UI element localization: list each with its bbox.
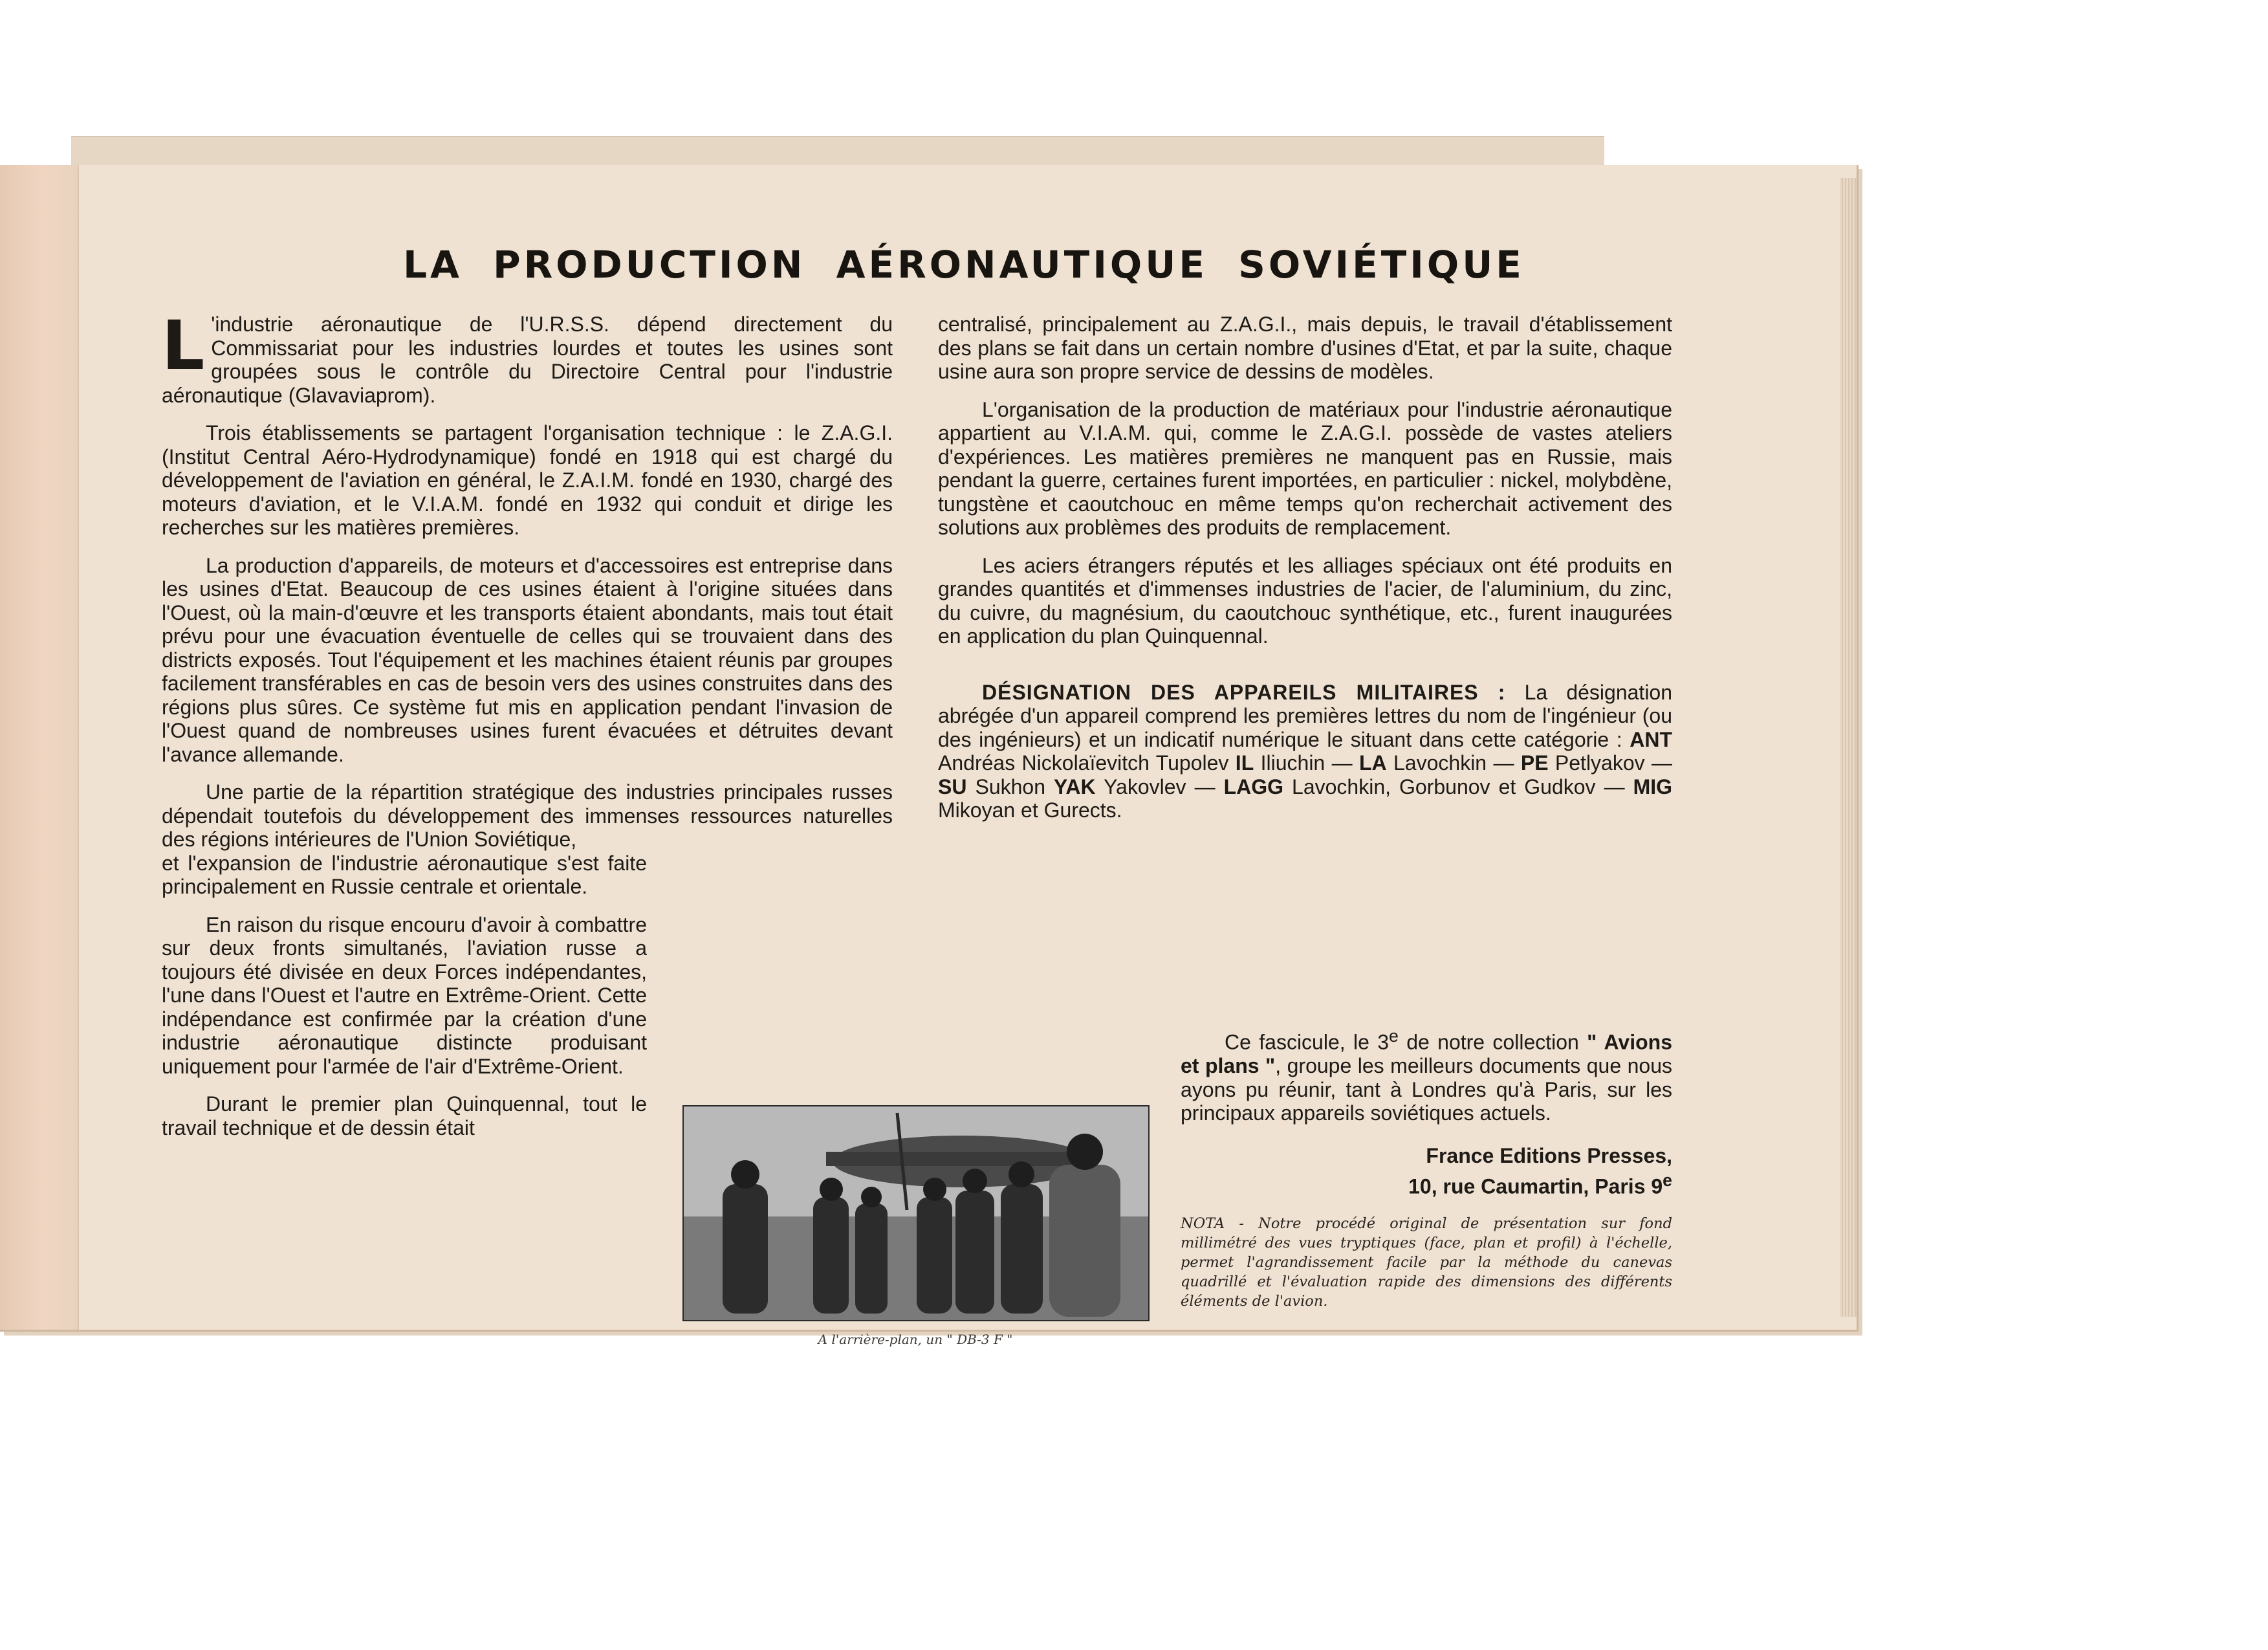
designation-heading: DÉSIGNATION DES APPAREILS MILITAIRES : xyxy=(982,680,1506,704)
photo-illustration xyxy=(684,1106,1148,1320)
photo-figure xyxy=(682,1105,1148,1347)
page-title: LA PRODUCTION AÉRONAUTIQUE SOVIÉTIQUE xyxy=(403,243,1525,287)
paragraph-designation: DÉSIGNATION DES APPAREILS MILITAIRES : La désignation abrégée d'un appareil comprend les premières lettres du nom de l'ingénieur (ou des ingénieurs) et un indicatif numérique le situant dans cette catégorie : ANT Andréas Nickolaïevitch Tupolev IL Iliuchin — LA Lavochkin — PE Petlyakov — SU Sukhon YAK Yakovlev — LAGG Lavochkin, Gorbunov et Gudkov — MIG Mikoyan et Gurects. xyxy=(938,680,1673,822)
aircrew-photo xyxy=(682,1105,1150,1321)
paragraph-fascicule: Ce fascicule, le 3e de notre collection " Avions et plans ", groupe les meilleurs documents que nous ayons pu réunir, tant à Londres qu'à Paris, sur les principaux appareils soviétiques actuels. xyxy=(1181,1026,1673,1125)
booklet-spine xyxy=(0,165,79,1330)
page-content xyxy=(162,243,1675,1347)
page-edges xyxy=(1840,178,1857,1317)
photo-caption: A l'arrière-plan, un " DB-3 F " xyxy=(818,1332,1013,1347)
publisher-name: France Editions Presses, xyxy=(1426,1143,1672,1167)
paragraph-centralise: centralisé, principalement au Z.A.G.I., mais depuis, le travail d'établissement des plans se fait dans un certain nombre d'usines d'Etat, et par la suite, chaque usine aura son propre service de dessins de modèles. xyxy=(938,313,1672,383)
paragraph-two-fronts: En raison du risque encouru d'avoir à combattre sur deux fronts simultanés, l'aviation russe a toujours été divisée en deux Forces indépendantes, l'une dans l'Ouest et l'autre en Extrême-Orient. Cette indépendance est confirmée par la création d'une industrie aéronautique distincte produisant uniquement pour l'armée de l'air d'Extrême-Orient. xyxy=(162,912,647,1078)
text-columns xyxy=(162,306,1675,1347)
publisher-address: 10, rue Caumartin, Paris 9e xyxy=(1408,1170,1672,1198)
intro-paragraph: L 'industrie aéronautique de l'U.R.S.S. dépend directement du Commissariat pour les industries lourdes et toutes les usines sont groupées sous le contrôle du Directoire Central pour l'industrie aéronautique (Glavaviaprom). xyxy=(162,306,893,407)
right-lower-block xyxy=(1181,1024,1672,1311)
publisher-block xyxy=(1181,1143,1672,1199)
drop-cap: L xyxy=(162,306,205,385)
narrow-text-block xyxy=(162,852,647,1140)
left-column xyxy=(162,306,893,1154)
nota-note: NOTA - Notre procédé original de présentation sur fond millimétré des vues tryptiques (face, plan et profil) à l'échelle, permet l'agrandissement facile par la méthode du canevas quadrillé et l'évaluation rapide des dimensions des différents éléments de l'avion. xyxy=(1181,1215,1672,1310)
paragraph-quinquennal: Durant le premier plan Quinquennal, tout le travail technique et de dessin était xyxy=(162,1092,647,1139)
collection-title: " Avions et plans " xyxy=(1181,1030,1672,1078)
paragraph-establishments: Trois établissements se partagent l'organisation technique : le Z.A.G.I. (Institut Central Aéro-Hydrodynamique) fondé en 1918 qui est chargé du développement de l'aviation en général, le Z.A.I.M. fondé en 1930, chargé des moteurs d'aviation, et le V.I.A.M. fondé en 1932 qui conduit et dirige les recherches sur les matières premières. xyxy=(162,421,893,539)
right-column xyxy=(938,313,1672,837)
paragraph-materials: L'organisation de la production de matériaux pour l'industrie aéronautique appartient au V.I.A.M. qui, comme le Z.A.G.I. possède de vastes ateliers d'expériences. Les matières premières ne manquent pas en Russie, mais pendant la guerre, certaines furent importées, en particulier : nickel, molybdène, tungstène et caoutchouc en même temps qu'on recherchait activement des solutions aux problèmes des produits de remplacement. xyxy=(938,397,1672,539)
paragraph-strategy: Une partie de la répartition stratégique des industries principales russes dépendait toutefois du développement des immenses ressources naturelles des régions intérieures de l'Union Soviétique, xyxy=(162,780,893,851)
paragraph-steels: Les aciers étrangers réputés et les alliages spéciaux ont été produits en grandes quantités et d'immenses industries de l'acier, de l'aluminium, du zinc, du cuivre, du magnésium, du caoutchouc synthétique, etc., furent inaugurées en application du plan Quinquennal. xyxy=(938,553,1672,648)
paragraph-strategy-cont: et l'expansion de l'industrie aéronautique s'est faite principalement en Russie centrale et orientale. xyxy=(162,851,647,898)
paragraph-production: La production d'appareils, de moteurs et d'accessoires est entreprise dans les usines d'Etat. Beaucoup de ces usines étaient à l'origine situées dans l'Ouest, où la main-d'œuvre et les transports étaient abondants, mais tout était prévu pour une évacuation éventuelle de celles qui se trouvaient dans des districts exposés. Tout l'équipement et les machines étaient réunis par groupes facilement transférables en cas de besoin vers des usines construites dans des régions plus sûres. Ce système fut mis en application pendant l'invasion de l'Ouest quand de nombreuses usines furent évacuées et détruites devant l'avance allemande. xyxy=(162,553,893,766)
booklet-page xyxy=(0,165,1859,1347)
